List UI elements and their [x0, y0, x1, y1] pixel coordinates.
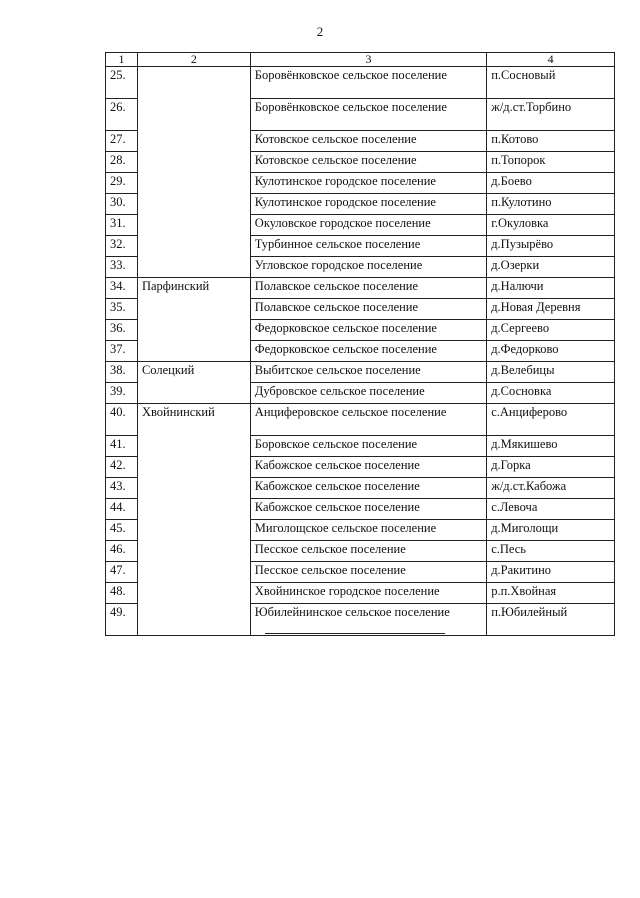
locality-cell: д.Сергеево	[487, 320, 615, 341]
locality-cell: д.Новая Деревня	[487, 299, 615, 320]
end-divider-line	[265, 633, 445, 634]
row-number: 35.	[106, 299, 138, 320]
column-header-1: 1	[106, 53, 138, 67]
settlement-cell: Боровёнковское сельское поселение	[250, 99, 486, 131]
row-number: 44.	[106, 499, 138, 520]
row-number: 41.	[106, 436, 138, 457]
row-number: 34.	[106, 278, 138, 299]
settlement-cell: Песское сельское поселение	[250, 562, 486, 583]
locality-cell: г.Окуловка	[487, 215, 615, 236]
settlement-cell: Кабожское сельское поселение	[250, 499, 486, 520]
locality-cell: п.Юбилейный	[487, 604, 615, 636]
settlement-cell: Котовское сельское поселение	[250, 152, 486, 173]
locality-cell: д.Мякишево	[487, 436, 615, 457]
settlement-cell: Полавское сельское поселение	[250, 278, 486, 299]
row-number: 25.	[106, 67, 138, 99]
locality-cell: д.Налючи	[487, 278, 615, 299]
settlement-cell: Котовское сельское поселение	[250, 131, 486, 152]
page-number: 2	[316, 24, 324, 39]
locality-cell: д.Горка	[487, 457, 615, 478]
column-header-2: 2	[137, 53, 250, 67]
locality-cell: ж/д.ст.Кабожа	[487, 478, 615, 499]
row-number: 47.	[106, 562, 138, 583]
settlement-cell: Кулотинское городское поселение	[250, 173, 486, 194]
district-cell: Парфинский	[137, 278, 250, 362]
table-row	[106, 362, 615, 383]
settlement-cell: Федорковское сельское поселение	[250, 341, 486, 362]
settlements-table	[105, 52, 615, 636]
locality-cell: д.Ракитино	[487, 562, 615, 583]
row-number: 46.	[106, 541, 138, 562]
settlement-cell: Миголощское сельское поселение	[250, 520, 486, 541]
locality-cell: д.Сосновка	[487, 383, 615, 404]
row-number: 38.	[106, 362, 138, 383]
locality-cell: р.п.Хвойная	[487, 583, 615, 604]
settlement-cell: Кабожское сельское поселение	[250, 457, 486, 478]
settlement-cell: Анциферовское сельское поселение	[250, 404, 486, 436]
table-row	[106, 278, 615, 299]
table-row	[106, 67, 615, 99]
row-number: 36.	[106, 320, 138, 341]
settlement-cell: Выбитское сельское поселение	[250, 362, 486, 383]
row-number: 30.	[106, 194, 138, 215]
locality-cell: д.Боево	[487, 173, 615, 194]
settlement-cell: Боровёнковское сельское поселение	[250, 67, 486, 99]
row-number: 42.	[106, 457, 138, 478]
column-header-4: 4	[487, 53, 615, 67]
row-number: 31.	[106, 215, 138, 236]
settlement-cell: Кабожское сельское поселение	[250, 478, 486, 499]
locality-cell: д.Федорково	[487, 341, 615, 362]
locality-cell: ж/д.ст.Торбино	[487, 99, 615, 131]
row-number: 49.	[106, 604, 138, 636]
locality-cell: п.Сосновый	[487, 67, 615, 99]
settlement-cell: Полавское сельское поселение	[250, 299, 486, 320]
locality-cell: п.Кулотино	[487, 194, 615, 215]
settlement-cell: Песское сельское поселение	[250, 541, 486, 562]
column-header-3: 3	[250, 53, 486, 67]
district-cell: Хвойнинский	[137, 404, 250, 636]
row-number: 29.	[106, 173, 138, 194]
locality-cell: с.Левоча	[487, 499, 615, 520]
locality-cell: с.Анциферово	[487, 404, 615, 436]
row-number: 40.	[106, 404, 138, 436]
row-number: 48.	[106, 583, 138, 604]
settlement-cell: Кулотинское городское поселение	[250, 194, 486, 215]
settlement-cell: Федорковское сельское поселение	[250, 320, 486, 341]
row-number: 43.	[106, 478, 138, 499]
table-row	[106, 404, 615, 436]
locality-cell: д.Миголощи	[487, 520, 615, 541]
table-header-row	[106, 53, 615, 67]
table-body	[106, 67, 615, 636]
row-number: 37.	[106, 341, 138, 362]
row-number: 27.	[106, 131, 138, 152]
settlement-cell: Угловское городское поселение	[250, 257, 486, 278]
settlement-cell: Дубровское сельское поселение	[250, 383, 486, 404]
locality-cell: д.Велебицы	[487, 362, 615, 383]
row-number: 39.	[106, 383, 138, 404]
settlement-cell: Турбинное сельское поселение	[250, 236, 486, 257]
district-cell: Солецкий	[137, 362, 250, 404]
row-number: 45.	[106, 520, 138, 541]
locality-cell: п.Топорок	[487, 152, 615, 173]
settlement-cell: Окуловское городское поселение	[250, 215, 486, 236]
locality-cell: п.Котово	[487, 131, 615, 152]
row-number: 28.	[106, 152, 138, 173]
settlement-cell: Юбилейнинское сельское поселение	[250, 604, 486, 636]
district-cell	[137, 67, 250, 278]
settlement-cell: Боровское сельское поселение	[250, 436, 486, 457]
locality-cell: д.Озерки	[487, 257, 615, 278]
locality-cell: д.Пузырёво	[487, 236, 615, 257]
settlement-cell: Хвойнинское городское поселение	[250, 583, 486, 604]
row-number: 26.	[106, 99, 138, 131]
locality-cell: с.Песь	[487, 541, 615, 562]
row-number: 32.	[106, 236, 138, 257]
row-number: 33.	[106, 257, 138, 278]
